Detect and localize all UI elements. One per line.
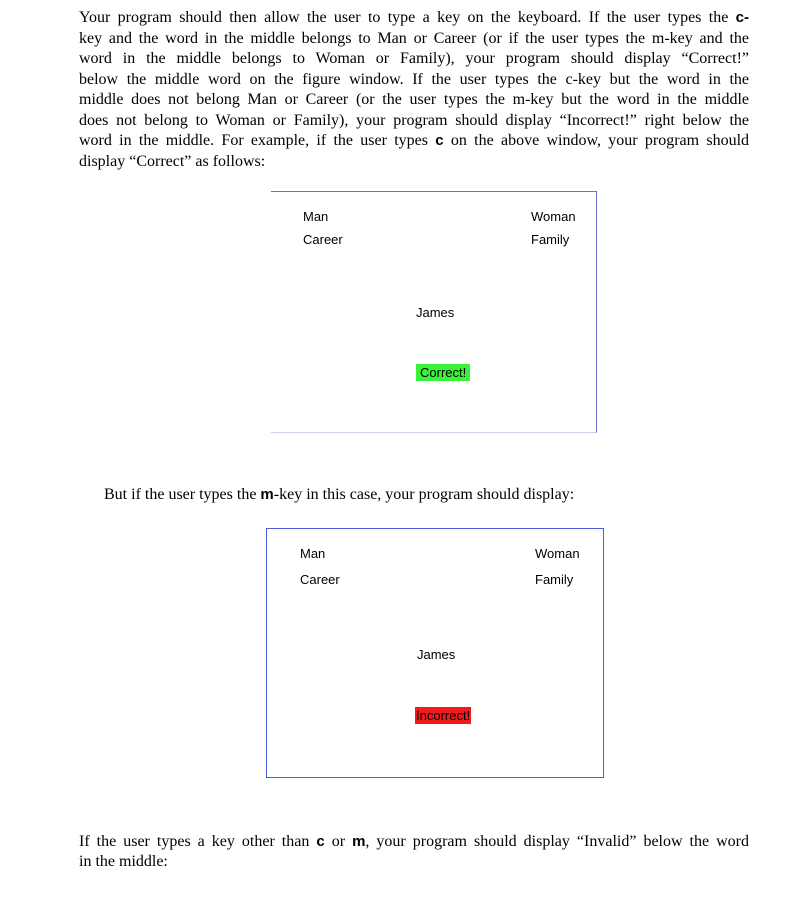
middle-word: James [417, 647, 456, 662]
m-key-sentence: But if the user types the m-key in this case, your program should display: [104, 486, 575, 503]
figure-window-incorrect [266, 528, 604, 778]
closing-line-2: in the middle: [79, 853, 168, 870]
c-key-label: c- [735, 9, 749, 26]
category-career: Career [300, 572, 340, 587]
intro-line-8: display “Correct” as follows: [79, 152, 266, 170]
middle-word: James [416, 305, 455, 320]
category-family: Family [535, 572, 574, 587]
m-key-label: m [260, 486, 274, 503]
feedback-incorrect-badge: Incorrect! [416, 708, 471, 723]
c-key-label: c [316, 833, 325, 850]
feedback-correct-badge: Correct! [416, 364, 470, 381]
category-woman: Woman [531, 209, 576, 224]
closing-paragraph [79, 832, 749, 872]
figure-window-correct [271, 191, 597, 433]
c-key-label: c [435, 132, 444, 149]
category-family: Family [531, 232, 570, 247]
intro-line-7: word in the middle. For example, if the user types c on the above window, your program should [79, 132, 750, 149]
intro-paragraph [79, 8, 749, 172]
category-man: Man [303, 209, 329, 224]
intro-line-4: below the middle word on the figure window. If the user types the c-key but the word in the [79, 70, 749, 88]
category-career: Career [303, 232, 343, 247]
intro-line-2: key and the word in the middle belongs to Man or Career (or if the user types the m-key and the [79, 29, 749, 47]
m-key-label: m [352, 833, 366, 850]
intro-line-3: word in the middle belongs to Woman or Family), your program should display “Correct!” [79, 50, 749, 67]
category-man: Man [300, 546, 326, 561]
intro-line-5: middle does not belong Man or Career (or the user types the m-key but the word in the middle [79, 91, 749, 108]
closing-line-1: If the user types a key other than c or m, your program should display “Invalid” below the word [79, 833, 750, 850]
intro-line-6: does not belong to Woman or Family), your program should display “Incorrect!” right below the [79, 111, 749, 129]
category-woman: Woman [535, 546, 580, 561]
intro-line-1: Your program should then allow the user to type a key on the keyboard. If the user types the c- [79, 9, 749, 26]
